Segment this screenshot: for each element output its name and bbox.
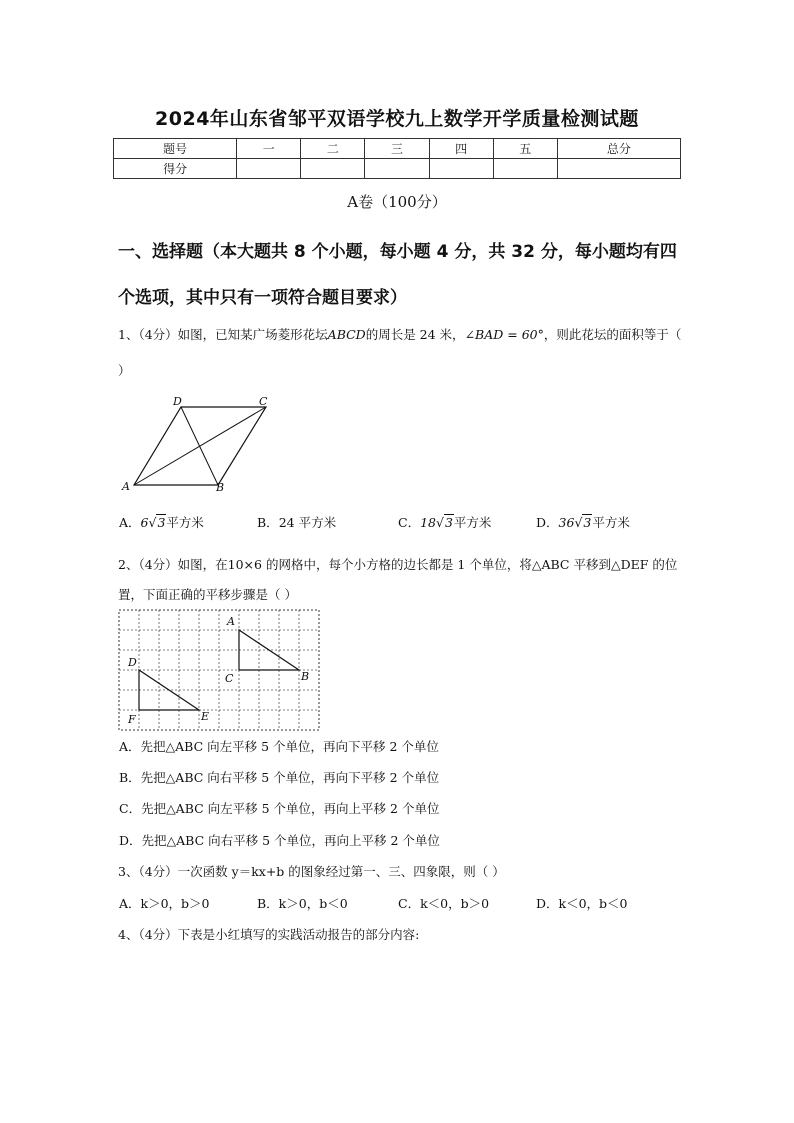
question-number: 1、（4分） bbox=[118, 327, 178, 342]
question-4 bbox=[118, 926, 688, 944]
label-e: E bbox=[201, 710, 210, 723]
score-cell[interactable] bbox=[493, 159, 557, 179]
q3-option-d[interactable]: D．k＜0，b＜0 bbox=[536, 896, 628, 911]
score-cell[interactable] bbox=[365, 159, 429, 179]
table-cell: 二 bbox=[301, 139, 365, 159]
q1-option-d[interactable]: D．36√3平方米 bbox=[536, 515, 630, 530]
table-cell: 五 bbox=[493, 139, 557, 159]
table-cell: 得分 bbox=[114, 159, 237, 179]
q3-option-a[interactable]: A．k＞0，b＞0 bbox=[119, 896, 210, 911]
label-f: F bbox=[128, 713, 136, 726]
score-table bbox=[113, 138, 681, 179]
diagonal-bd bbox=[181, 407, 218, 485]
table-cell: 总分 bbox=[557, 139, 680, 159]
q2-option-a[interactable]: A．先把△ABC 向左平移 5 个单位，再向下平移 2 个单位 bbox=[119, 739, 439, 754]
label-c: C bbox=[225, 672, 234, 685]
rhombus-figure bbox=[115, 390, 285, 495]
label-b: B bbox=[216, 481, 225, 494]
score-cell[interactable] bbox=[301, 159, 365, 179]
question-text: 如图，在10×6 的网格中，每个小方格的边长都是 1 个单位，将△ABC 平移到△DEF 的位置，下面正确的平移步骤是（ ） bbox=[118, 557, 678, 602]
label-d: D bbox=[173, 395, 182, 408]
part-heading: 一、选择题（本大题共 8 个小题，每小题 4 分，共 32 分，每小题均有四个选项，其中只有一项符合题目要求） bbox=[118, 242, 677, 308]
q3-option-b[interactable]: B．k＞0，b＜0 bbox=[257, 896, 348, 911]
table-row bbox=[114, 159, 681, 179]
question-text: 下表是小红填写的实践活动报告的部分内容: bbox=[177, 927, 420, 942]
label-a: A bbox=[227, 615, 235, 628]
table-row bbox=[114, 139, 681, 159]
q2-option-c[interactable]: C．先把△ABC 向左平移 5 个单位，再向上平移 2 个单位 bbox=[119, 801, 440, 816]
question-text: 一次函数 y＝kx+b 的图象经过第一、三、四象限，则（ ） bbox=[177, 864, 505, 879]
question-number: 3、（4分） bbox=[118, 864, 178, 879]
sqrt-symbol: √3 bbox=[148, 515, 166, 530]
q1-option-b[interactable]: B．24 平方米 bbox=[257, 515, 337, 530]
question-1 bbox=[118, 317, 688, 389]
table-cell: 一 bbox=[237, 139, 301, 159]
section-title: A卷（100分） bbox=[347, 193, 447, 211]
score-cell[interactable] bbox=[429, 159, 493, 179]
page-title: 2024年山东省邹平双语学校九上数学开学质量检测试题 bbox=[155, 108, 639, 130]
question-2 bbox=[118, 550, 688, 610]
question-3 bbox=[118, 863, 688, 881]
label-d: D bbox=[128, 656, 137, 669]
q2-option-d[interactable]: D．先把△ABC 向右平移 5 个单位，再向上平移 2 个单位 bbox=[119, 833, 440, 848]
score-cell[interactable] bbox=[237, 159, 301, 179]
question-number: 4、（4分） bbox=[118, 927, 178, 942]
label-b: B bbox=[301, 670, 310, 683]
grid-figure bbox=[115, 606, 325, 732]
table-cell: 题号 bbox=[114, 139, 237, 159]
sqrt-symbol: √3 bbox=[435, 515, 453, 530]
table-cell: 三 bbox=[365, 139, 429, 159]
question-text: 如图，已知某广场菱形花坛 bbox=[177, 327, 328, 342]
q2-option-b[interactable]: B．先把△ABC 向右平移 5 个单位，再向下平移 2 个单位 bbox=[119, 770, 440, 785]
q1-option-c[interactable]: C．18√3平方米 bbox=[398, 515, 492, 530]
q3-option-c[interactable]: C．k＜0，b＞0 bbox=[398, 896, 490, 911]
score-cell[interactable] bbox=[557, 159, 680, 179]
sqrt-symbol: √3 bbox=[574, 515, 592, 530]
question-text: ，则此花坛的面积等于（ ） bbox=[118, 327, 682, 378]
angle-expression: ∠BAD = 60° bbox=[464, 327, 544, 342]
question-number: 2、（4分） bbox=[118, 557, 178, 572]
table-cell: 四 bbox=[429, 139, 493, 159]
shape-name: ABCD bbox=[327, 327, 366, 342]
label-c: C bbox=[259, 395, 268, 408]
q1-option-a[interactable]: A．6√3平方米 bbox=[119, 515, 204, 530]
question-text: 的周长是 24 米， bbox=[365, 327, 465, 342]
label-a: A bbox=[122, 480, 130, 493]
